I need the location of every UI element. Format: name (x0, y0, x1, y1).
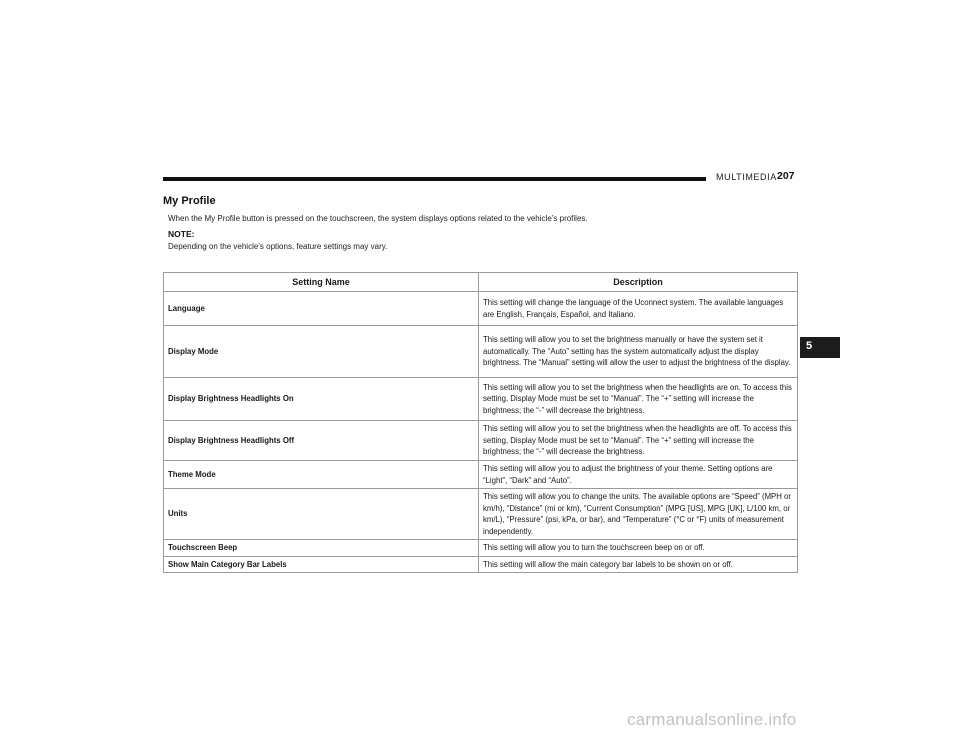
setting-name: Display Brightness Headlights On (164, 378, 479, 421)
note-label: NOTE: (168, 229, 195, 239)
setting-description: This setting will allow you to set the brightness manually or have the system set it automatically. The “Auto” setting has the system automatically adjust the display brightness. The “Manual” setting will allow the user to adjust the brightness of the display. (479, 326, 798, 378)
column-header-setting-name: Setting Name (164, 273, 479, 292)
setting-description: This setting will allow you to change the units. The available options are “Speed” (MPH or km/h), “Distance” (mi or km), “Current Consumption” (MPG [US], MPG [UK], L/100 km, or km/L), “Pressure” (psi, kPa, or bar), and “Temperature” (°C or °F) units of measurement independently. (479, 489, 798, 540)
setting-description: This setting will change the language of the Uconnect system. The available languages are English, Français, Español, and Italiano. (479, 292, 798, 326)
setting-name: Touchscreen Beep (164, 540, 479, 557)
note-text: Depending on the vehicle’s options, feature settings may vary. (168, 242, 388, 251)
setting-name: Display Brightness Headlights Off (164, 421, 479, 461)
column-header-description: Description (479, 273, 798, 292)
setting-description: This setting will allow you to set the brightness when the headlights are off. To access this setting, Display Mode must be set to “Manual”. The “+” setting will increase the brightness; the “-” will decrease the brightness. (479, 421, 798, 461)
watermark: carmanualsonline.info (627, 710, 797, 729)
setting-description: This setting will allow you to set the brightness when the headlights are on. To access this setting, Display Mode must be set to “Manual”. The “+” setting will increase the brightness; the “-” will decrease the brightness. (479, 378, 798, 421)
setting-description: This setting will allow the main category bar labels to be shown on or off. (479, 556, 798, 573)
page-number: 207 (777, 170, 795, 182)
table-row (164, 461, 798, 489)
setting-name: Units (164, 489, 479, 540)
table-row (164, 489, 798, 540)
settings-table (163, 272, 798, 573)
header-rule (163, 177, 706, 181)
chapter-tab (800, 337, 840, 358)
header-section-label: MULTIMEDIA (716, 172, 777, 182)
table-row (164, 556, 798, 573)
setting-name: Language (164, 292, 479, 326)
table-row (164, 421, 798, 461)
table-row (164, 326, 798, 378)
setting-name: Theme Mode (164, 461, 479, 489)
setting-description: This setting will allow you to adjust the brightness of your theme. Setting options are “Light”, “Dark” and “Auto”. (479, 461, 798, 489)
table-row (164, 540, 798, 557)
intro-paragraph: When the My Profile button is pressed on the touchscreen, the system displays options related to the vehicle’s profiles. (168, 214, 588, 223)
setting-name: Display Mode (164, 326, 479, 378)
chapter-tab-number: 5 (806, 340, 813, 352)
setting-name: Show Main Category Bar Labels (164, 556, 479, 573)
section-title: My Profile (163, 195, 216, 207)
table-row (164, 292, 798, 326)
setting-description: This setting will allow you to turn the touchscreen beep on or off. (479, 540, 798, 557)
table-header-row (164, 273, 798, 292)
table-row (164, 378, 798, 421)
